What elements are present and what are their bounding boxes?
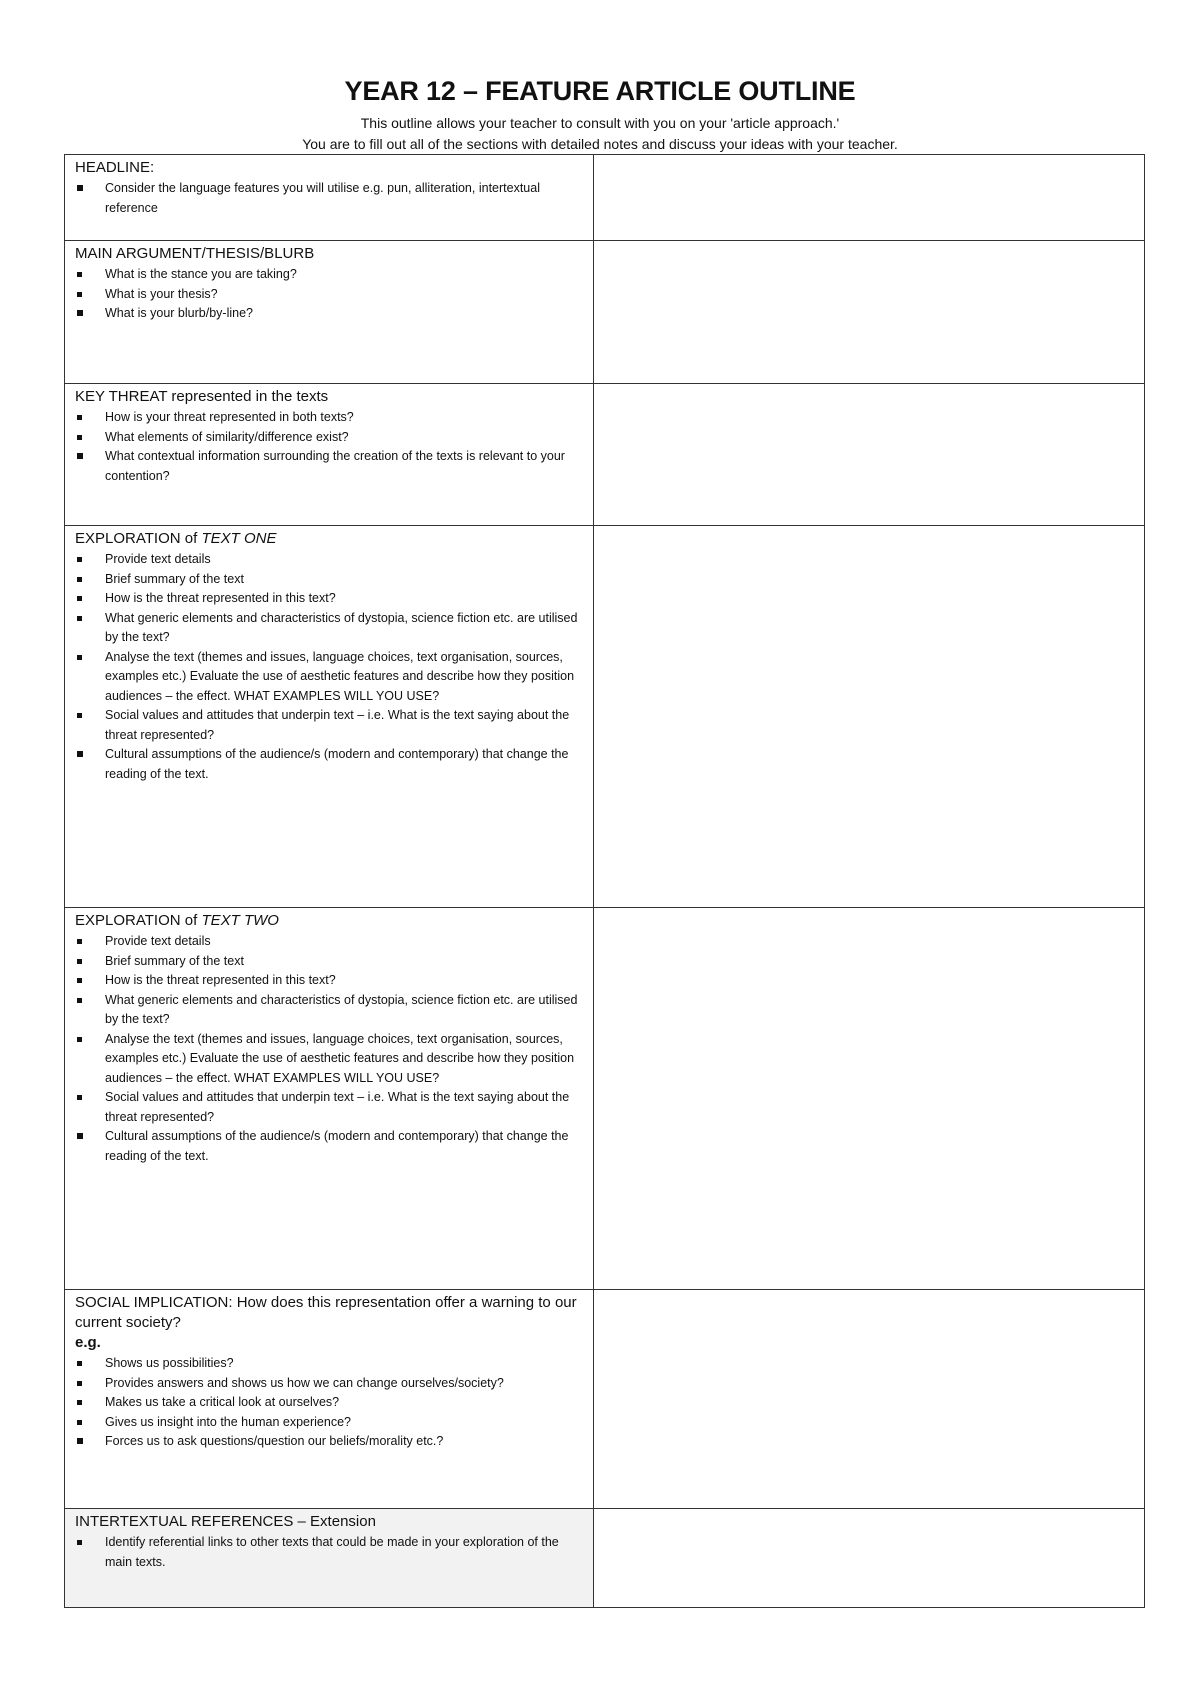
prompt-list-headline [75, 179, 583, 218]
row-social-implication [65, 1290, 1145, 1509]
list-item: Identify referential links to other texts that could be made in your exploration of the main texts. [75, 1533, 583, 1572]
list-item: Forces us to ask questions/question our beliefs/morality etc.? [75, 1432, 583, 1452]
row-intertextual [65, 1509, 1145, 1608]
list-item: Brief summary of the text [75, 570, 583, 590]
list-item: Analyse the text (themes and issues, language choices, text organisation, sources, examples etc.) Evaluate the use of aesthetic features and describe how they position audiences – the effect. WHAT EXAMPLES WILL YOU USE? [75, 1030, 583, 1089]
list-item: Brief summary of the text [75, 952, 583, 972]
prompt-cell-headline [65, 155, 594, 241]
section-title-intertextual: INTERTEXTUAL REFERENCES – Extension [75, 1513, 376, 1530]
list-item: Shows us possibilities? [75, 1354, 583, 1374]
list-item: How is the threat represented in this text? [75, 589, 583, 609]
prompt-cell-social-implication [65, 1290, 594, 1509]
list-item: What is your blurb/by-line? [75, 304, 583, 324]
notes-cell-main-argument[interactable] [594, 241, 1145, 384]
list-item: How is the threat represented in this text? [75, 971, 583, 991]
list-item: What contextual information surrounding the creation of the texts is relevant to your contention? [75, 447, 583, 486]
list-item: What elements of similarity/difference exist? [75, 428, 583, 448]
list-item: Cultural assumptions of the audience/s (modern and contemporary) that change the reading of the text. [75, 1127, 583, 1166]
section-title-headline: HEADLINE: [75, 159, 155, 176]
prompt-cell-intertextual [65, 1509, 594, 1608]
list-item: Analyse the text (themes and issues, language choices, text organisation, sources, examples etc.) Evaluate the use of aesthetic features and describe how they position audiences – the effect. WHAT EXAMPLES WILL YOU USE? [75, 648, 583, 707]
section-title-social-implication [75, 1293, 583, 1333]
list-item: Makes us take a critical look at ourselves? [75, 1393, 583, 1413]
list-item: Gives us insight into the human experience? [75, 1413, 583, 1433]
list-item: Cultural assumptions of the audience/s (modern and contemporary) that change the reading of the text. [75, 745, 583, 784]
notes-cell-social-implication[interactable] [594, 1290, 1145, 1509]
prompt-cell-text-two [65, 908, 594, 1290]
list-item: Consider the language features you will utilise e.g. pun, alliteration, intertextual reference [75, 179, 583, 218]
notes-cell-key-threat[interactable] [594, 384, 1145, 526]
list-item: Social values and attitudes that underpin text – i.e. What is the text saying about the threat represented? [75, 1088, 583, 1127]
row-key-threat [65, 384, 1145, 526]
list-item: Provide text details [75, 932, 583, 952]
row-main-argument [65, 241, 1145, 384]
list-item: What generic elements and characteristics of dystopia, science fiction etc. are utilised by the text? [75, 991, 583, 1030]
section-title-prefix: SOCIAL IMPLICATION: [75, 1294, 237, 1311]
prompt-cell-main-argument [65, 241, 594, 384]
outline-table [64, 154, 1145, 1608]
prompt-list-social-implication [75, 1354, 583, 1452]
prompt-list-text-two [75, 932, 583, 1166]
list-item: Provide text details [75, 550, 583, 570]
section-title-main-argument: MAIN ARGUMENT/THESIS/BLURB [75, 245, 315, 262]
notes-cell-text-one[interactable] [594, 526, 1145, 908]
section-title-prefix: EXPLORATION of [75, 912, 202, 929]
subtitle-line-1: This outline allows your teacher to consult with you on your 'article approach.' [360, 115, 840, 131]
prompt-list-main-argument [75, 265, 583, 324]
section-title-italic: TEXT TWO [201, 912, 279, 929]
section-title-rest: How does this representation offer a warning to our current society? [75, 1294, 577, 1331]
prompt-list-key-threat [75, 408, 583, 486]
notes-cell-intertextual[interactable] [594, 1509, 1145, 1608]
list-item: Provides answers and shows us how we can change ourselves/society? [75, 1374, 583, 1394]
list-item: What is your thesis? [75, 285, 583, 305]
row-text-two [65, 908, 1145, 1290]
section-title-text-two [75, 911, 583, 931]
section-title-italic: TEXT ONE [201, 530, 277, 547]
section-title-key-threat: KEY THREAT represented in the texts [75, 388, 329, 405]
list-item: What is the stance you are taking? [75, 265, 583, 285]
notes-cell-text-two[interactable] [594, 908, 1145, 1290]
row-headline [65, 155, 1145, 241]
eg-label: e.g. [75, 1334, 101, 1351]
page-title: YEAR 12 – FEATURE ARTICLE OUTLINE [344, 76, 856, 106]
notes-cell-headline[interactable] [594, 155, 1145, 241]
list-item: Social values and attitudes that underpin text – i.e. What is the text saying about the threat represented? [75, 706, 583, 745]
prompt-list-text-one [75, 550, 583, 784]
list-item: What generic elements and characteristics of dystopia, science fiction etc. are utilised by the text? [75, 609, 583, 648]
section-title-text-one [75, 529, 583, 549]
subtitle-line-2: You are to fill out all of the sections with detailed notes and discuss your ideas with your teacher. [302, 136, 898, 152]
list-item: How is your threat represented in both texts? [75, 408, 583, 428]
prompt-list-intertextual [75, 1533, 583, 1572]
section-title-prefix: EXPLORATION of [75, 530, 202, 547]
row-text-one [65, 526, 1145, 908]
prompt-cell-key-threat [65, 384, 594, 526]
prompt-cell-text-one [65, 526, 594, 908]
